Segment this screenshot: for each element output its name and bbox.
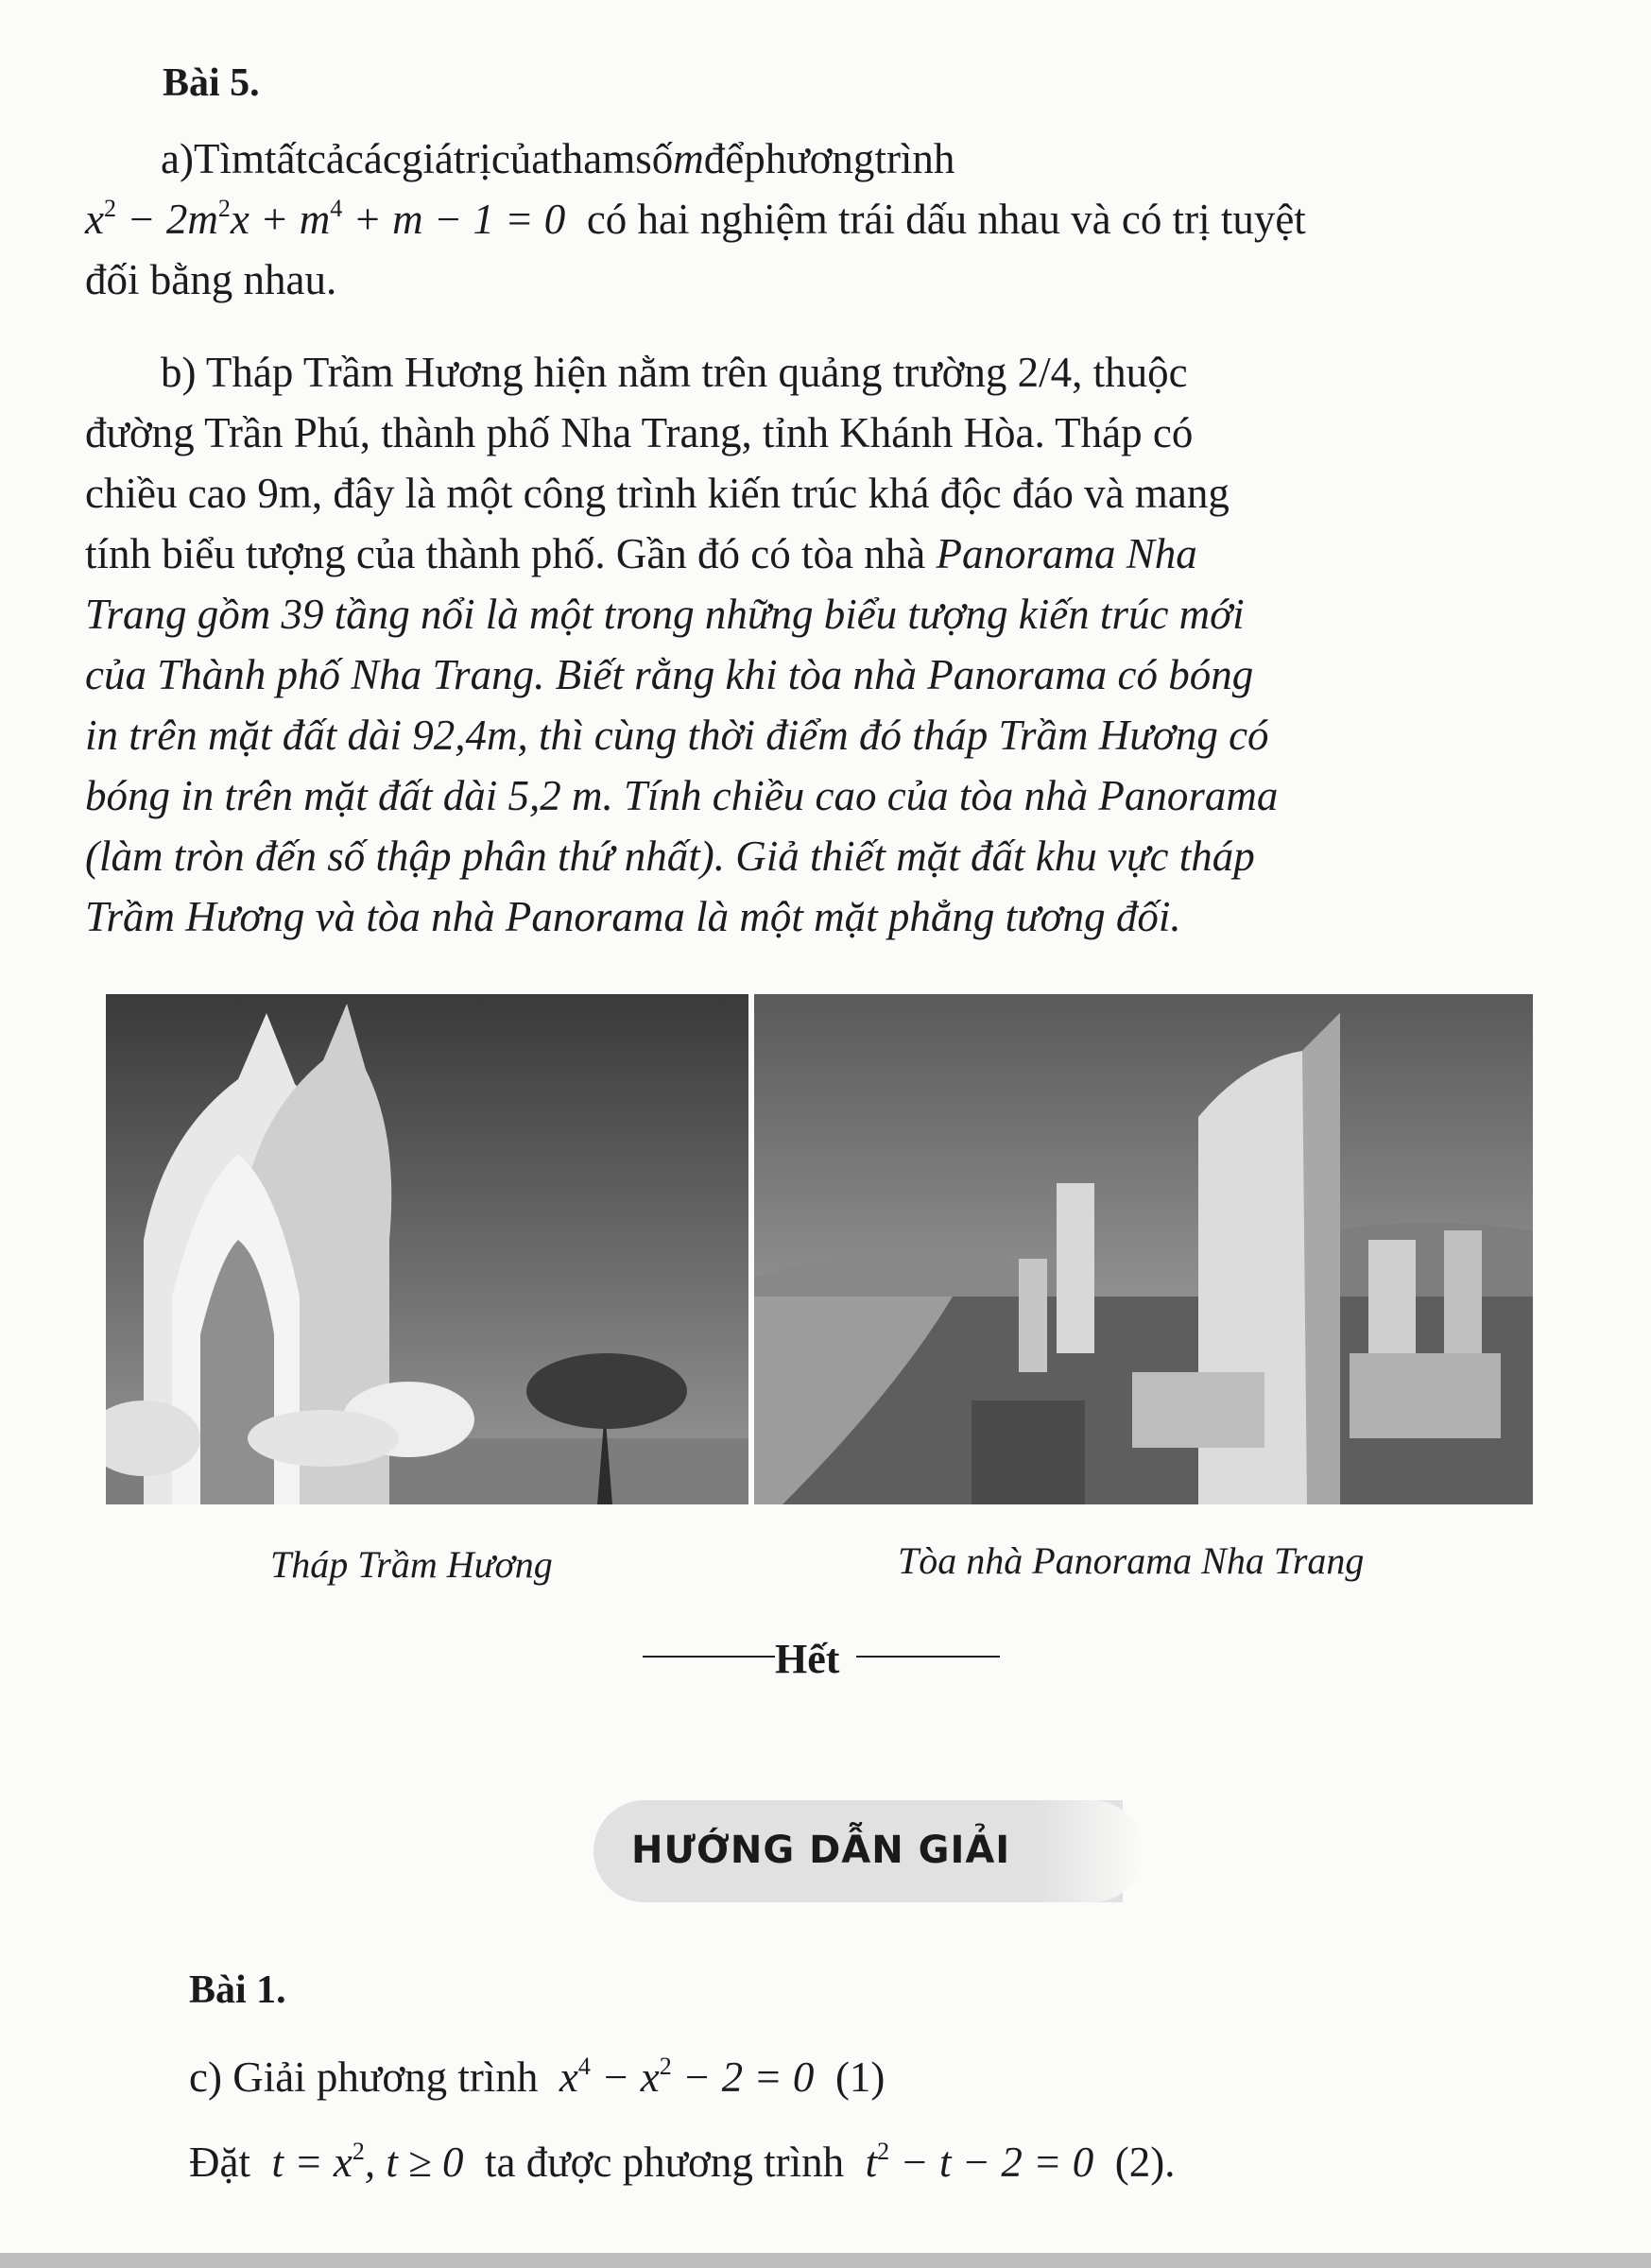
part-a-word: số: [635, 135, 674, 182]
equation-c: $x^4 - x^2 - 2 = 0$: [559, 2053, 815, 2101]
part-a-word: các: [344, 135, 402, 182]
equation-d: $t^2 - t - 2 = 0$: [865, 2138, 1094, 2186]
solution-banner-fade: [1040, 1800, 1144, 1902]
bai1-substitution: Đặt $t = x^2$, t ≥ 0 ta được phương trình $t^2 - t - 2 = 0$ (2).: [189, 2138, 1176, 2186]
part-b-italic-line6: Trầm Hương và tòa nhà Panorama là một mặt phẳng tương đối.: [85, 893, 1181, 940]
end-rule-left: [643, 1656, 775, 1658]
equation-a: $x^2 - 2m^2x + m^4 + m - 1 = 0$: [85, 195, 566, 243]
bai1-heading: Bài 1.: [189, 1968, 286, 2012]
tram-huong-tower-photo: [106, 994, 748, 1504]
part-a-word: phương: [744, 135, 875, 182]
part-b-line1: b) Tháp Trầm Hương hiện nằm trên quảng trường 2/4, thuộc: [161, 349, 1188, 396]
part-a-word: của: [490, 135, 551, 182]
part-a-word: tham: [550, 135, 636, 182]
end-mark: Hết: [775, 1636, 840, 1682]
part-a-word: trị: [453, 135, 491, 182]
part-b-line3: chiều cao 9m, đây là một công trình kiến trúc khá độc đáo và mang: [85, 470, 1230, 517]
part-a-line1: [85, 129, 1529, 189]
solution-banner-title: HƯỚNG DẪN GIẢI: [631, 1829, 1011, 1872]
part-a-word: để: [703, 135, 745, 182]
part-a-word: giá: [401, 135, 454, 182]
caption-right: Tòa nhà Panorama Nha Trang: [898, 1539, 1365, 1582]
bai5-heading: Bài 5.: [163, 61, 260, 105]
part-a-line2: $x^2 - 2m^2x + m^4 + m - 1 = 0$ có hai nghiệm trái dấu nhau và có trị tuyệt: [85, 195, 1306, 243]
part-a-word: trình: [874, 135, 955, 182]
part-b: [85, 342, 1529, 947]
part-a-word: a): [161, 135, 194, 182]
part-a-word: tất: [264, 135, 307, 182]
part-a-word: cả: [306, 135, 345, 182]
part-b-line4: tính biểu tượng của thành phố. Gần đó có tòa nhà Panorama Nha: [85, 530, 1197, 577]
part-b-italic-line2: của Thành phố Nha Trang. Biết rằng khi tòa nhà Panorama có bóng: [85, 651, 1254, 698]
panorama-building-photo: [754, 994, 1533, 1504]
part-b-line2: đường Trần Phú, thành phố Nha Trang, tỉnh Khánh Hòa. Tháp có: [85, 409, 1194, 456]
end-rule-right: [856, 1656, 1000, 1658]
part-a-word: Tìm: [193, 135, 265, 182]
part-b-italic-line1: Trang gồm 39 tầng nổi là một trong những biểu tượng kiến trúc mới: [85, 591, 1245, 638]
part-b-italic-line3: in trên mặt đất dài 92,4m, thì cùng thời điểm đó tháp Trầm Hương có: [85, 712, 1269, 759]
part-a-line3: đối bằng nhau.: [85, 256, 337, 303]
page-bottom-edge: [0, 2253, 1651, 2268]
part-a: [85, 129, 1529, 310]
caption-left: Tháp Trầm Hương: [270, 1543, 553, 1586]
part-a-word: m: [673, 135, 704, 182]
substitution-expr: $t = x^2$, t ≥ 0: [271, 2138, 464, 2186]
part-b-italic-line5: (làm tròn đến số thập phân thứ nhất). Giả thiết mặt đất khu vực tháp: [85, 833, 1255, 880]
bai1-part-c: c) Giải phương trình $x^4 - x^2 - 2 = 0$ (1): [189, 2053, 886, 2101]
part-b-italic-line4: bóng in trên mặt đất dài 5,2 m. Tính chiều cao của tòa nhà Panorama: [85, 772, 1279, 819]
